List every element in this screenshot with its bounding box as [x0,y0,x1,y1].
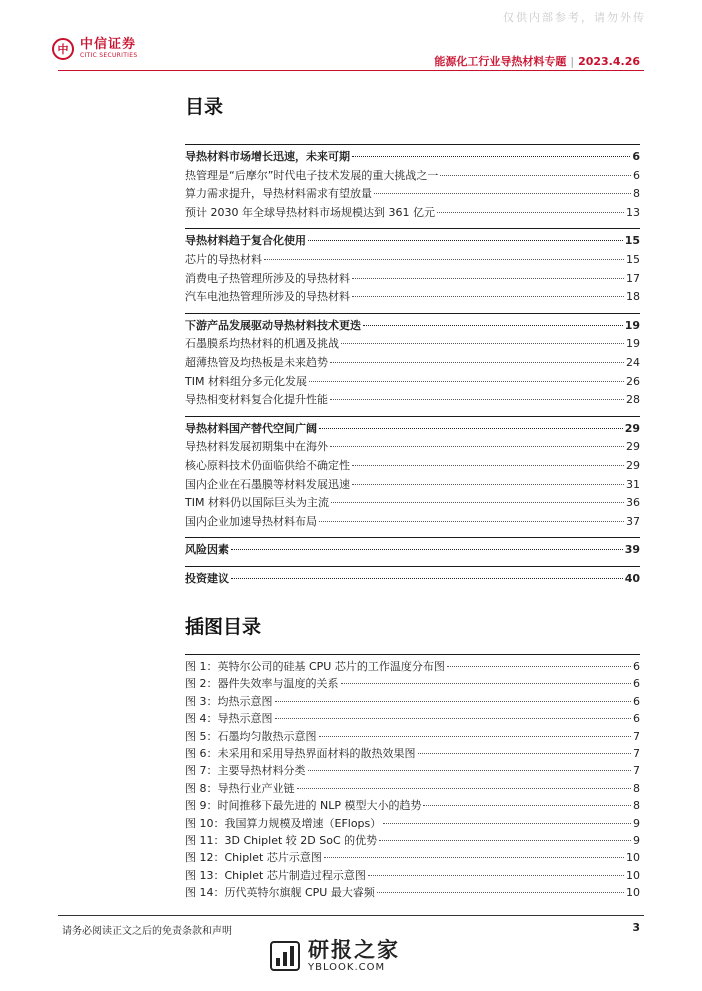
entry-title: 图 8：导热行业产业链 [185,781,295,795]
dot-leader [352,296,624,297]
entry-title: 图 5：石墨均匀散热示意图 [185,729,317,743]
entry-page-number: 13 [626,205,640,219]
entry-title: 图 9：时间推移下最先进的 NLP 模型大小的趋势 [185,799,422,813]
entry-page-number: 29 [626,440,640,454]
figure-entry[interactable] [185,675,640,692]
dot-leader [309,381,624,382]
yblook-name-cn: 研报之家 [308,938,400,962]
table-of-contents [185,144,640,594]
entry-title: 图 4：导热示意图 [185,712,273,726]
entry-title: 芯片的导热材料 [185,252,262,266]
toc-title: 目录 [185,96,224,118]
dot-leader [363,325,623,326]
header-divider [58,70,644,71]
toc-entry[interactable] [185,354,640,373]
entry-page-number: 15 [624,234,640,248]
toc-chapter-entry[interactable] [185,232,640,251]
entry-title: 图 3：均热示意图 [185,694,273,708]
toc-entry[interactable] [185,335,640,354]
entry-title: 风险因素 [185,543,229,557]
yblook-logo [270,938,400,974]
entry-title: 图 13：Chiplet 芯片制造过程示意图 [185,868,366,882]
dot-leader [231,549,623,550]
entry-title: 图 11：3D Chiplet 较 2D SoC 的优势 [185,834,378,848]
toc-chapter-entry[interactable] [185,541,640,560]
dot-leader [383,823,631,824]
entry-page-number: 31 [626,477,640,491]
dot-leader [423,805,631,806]
entry-page-number: 6 [633,660,640,673]
entry-page-number: 15 [626,252,640,266]
entry-page-number: 19 [624,318,640,332]
entry-title: 导热材料发展初期集中在海外 [185,440,328,454]
entry-page-number: 9 [633,816,640,830]
entry-title: 图 10：我国算力规模及增速（EFlops） [185,816,382,830]
dot-leader [352,278,624,279]
figure-entry[interactable] [185,815,640,832]
entry-page-number: 39 [624,543,640,557]
toc-section [185,144,640,222]
entry-title: 预计 2030 年全球导热材料市场规模达到 361 亿元 [185,205,435,219]
entry-title: 石墨膜系均热材料的机遇及挑战 [185,337,339,351]
entry-page-number: 8 [633,799,640,813]
dot-leader [264,259,624,260]
entry-page-number: 17 [626,271,640,285]
dot-leader [330,362,624,363]
figure-list [185,654,640,902]
toc-section [185,537,640,560]
toc-chapter-entry[interactable] [185,420,640,439]
dot-leader [447,666,631,667]
dot-leader [324,857,624,858]
figure-entry[interactable] [185,780,640,797]
entry-title: 图 7：主要导热材料分类 [185,764,306,778]
figure-entry[interactable] [185,884,640,901]
toc-entry[interactable] [185,438,640,457]
dot-leader [319,521,624,522]
footer-disclaimer: 请务必阅读正文之后的免责条款和声明 [62,926,232,937]
dot-leader [308,770,632,771]
logo-name-cn: 中信证券 [80,37,137,52]
entry-title: 超薄热管及均热板是未来趋势 [185,355,328,369]
entry-page-number: 6 [632,150,640,163]
dot-leader [319,428,623,429]
dot-leader [352,156,630,157]
entry-page-number: 6 [633,712,640,726]
entry-title: 图 14：历代英特尔旗舰 CPU 最大睿频 [185,886,375,900]
toc-chapter-entry[interactable] [185,148,640,167]
dot-leader [440,175,631,176]
entry-title: 国内企业加速导热材料布局 [185,514,317,528]
entry-page-number: 6 [633,677,640,691]
toc-entry[interactable] [185,185,640,204]
toc-chapter-entry[interactable] [185,570,640,589]
toc-chapter-entry[interactable] [185,317,640,336]
entry-title: 导热材料市场增长迅速，未来可期 [185,150,350,163]
dot-leader [352,465,624,466]
entry-title: 国内企业在石墨膜等材料发展迅速 [185,477,350,491]
entry-title: 图 1：英特尔公司的硅基 CPU 芯片的工作温度分布图 [185,660,445,673]
toc-section [185,228,640,306]
toc-entry[interactable] [185,373,640,392]
figure-entry[interactable] [185,849,640,866]
watermark: 仅供内部参考，请勿外传 [503,11,646,24]
figure-list-title: 插图目录 [185,616,262,638]
entry-title: TIM 材料仍以国际巨头为主流 [185,496,329,510]
entry-page-number: 10 [626,868,640,882]
entry-page-number: 7 [633,729,640,743]
entry-title: 导热材料趋于复合化使用 [185,234,306,248]
entry-page-number: 7 [633,764,640,778]
dot-leader [377,892,624,893]
toc-entry[interactable] [185,204,640,223]
entry-title: 导热材料国产替代空间广阔 [185,421,317,435]
toc-section [185,566,640,589]
toc-entry[interactable] [185,288,640,307]
entry-title: 图 2：器件失效率与温度的关系 [185,677,339,691]
footer-divider [58,915,644,916]
figure-entry[interactable] [185,867,640,884]
logo-name-en: CITIC SECURITIES [80,52,138,59]
dot-leader [231,578,623,579]
entry-page-number: 7 [633,747,640,761]
report-header: 能源化工行业导热材料专题 | 2023.4.26 [434,55,640,68]
dot-leader [331,502,624,503]
entry-title: 热管理是“后摩尔”时代电子技术发展的重大挑战之一 [185,168,439,182]
toc-entry[interactable] [185,251,640,270]
entry-title: 算力需求提升，导热材料需求有望放量 [185,187,372,201]
toc-entry[interactable] [185,494,640,513]
citic-logo [52,38,137,60]
entry-title: 消费电子热管理所涉及的导热材料 [185,271,350,285]
dot-leader [352,484,624,485]
dot-leader [330,446,624,447]
figure-entry[interactable] [185,693,640,710]
figure-entry[interactable] [185,658,640,675]
toc-entry[interactable] [185,391,640,410]
dot-leader [341,343,624,344]
entry-page-number: 9 [633,834,640,848]
bar-chart-icon [270,941,300,971]
dot-leader [437,212,624,213]
toc-entry[interactable] [185,476,640,495]
entry-title: 图 12：Chiplet 芯片示意图 [185,851,322,865]
entry-page-number: 24 [626,355,640,369]
toc-entry[interactable] [185,457,640,476]
report-title: 能源化工行业导热材料专题 [434,55,567,68]
dot-leader [379,840,631,841]
figure-entry[interactable] [185,745,640,762]
dot-leader [319,736,632,737]
entry-page-number: 19 [626,337,640,351]
entry-title: TIM 材料组分多元化发展 [185,374,307,388]
entry-page-number: 26 [626,374,640,388]
entry-page-number: 8 [633,187,640,201]
dot-leader [330,399,624,400]
figure-entry[interactable] [185,710,640,727]
dot-leader [341,683,632,684]
dot-leader [368,875,624,876]
entry-page-number: 29 [626,458,640,472]
figure-entry[interactable] [185,797,640,814]
figure-entry[interactable] [185,832,640,849]
entry-page-number: 6 [633,168,640,182]
entry-page-number: 29 [624,421,640,435]
entry-page-number: 18 [626,290,640,304]
dot-leader [297,788,632,789]
citic-logo-icon: 中 [52,38,74,60]
entry-title: 汽车电池热管理所涉及的导热材料 [185,290,350,304]
toc-entry[interactable] [185,270,640,289]
entry-page-number: 10 [626,851,640,865]
yblook-name-en: YBLOOK.COM [308,962,386,973]
dot-leader [418,753,632,754]
entry-page-number: 36 [626,496,640,510]
entry-page-number: 28 [626,393,640,407]
toc-entry[interactable] [185,513,640,532]
entry-page-number: 40 [624,571,640,585]
toc-section [185,416,640,532]
entry-title: 核心原料技术仍面临供给不确定性 [185,458,350,472]
entry-page-number: 8 [633,781,640,795]
report-date: 2023.4.26 [578,55,640,68]
dot-leader [308,240,623,241]
toc-section [185,313,640,410]
figure-entry[interactable] [185,762,640,779]
entry-page-number: 10 [626,886,640,900]
entry-page-number: 37 [626,514,640,528]
dot-leader [374,193,631,194]
entry-page-number: 6 [633,694,640,708]
dot-leader [275,701,632,702]
entry-title: 图 6：未采用和采用导热界面材料的散热效果图 [185,747,416,761]
entry-title: 投资建议 [185,571,229,585]
toc-entry[interactable] [185,167,640,186]
entry-title: 下游产品发展驱动导热材料技术更迭 [185,318,361,332]
page-number: 3 [632,921,640,934]
dot-leader [275,718,632,719]
entry-title: 导热相变材料复合化提升性能 [185,393,328,407]
figure-entry[interactable] [185,728,640,745]
